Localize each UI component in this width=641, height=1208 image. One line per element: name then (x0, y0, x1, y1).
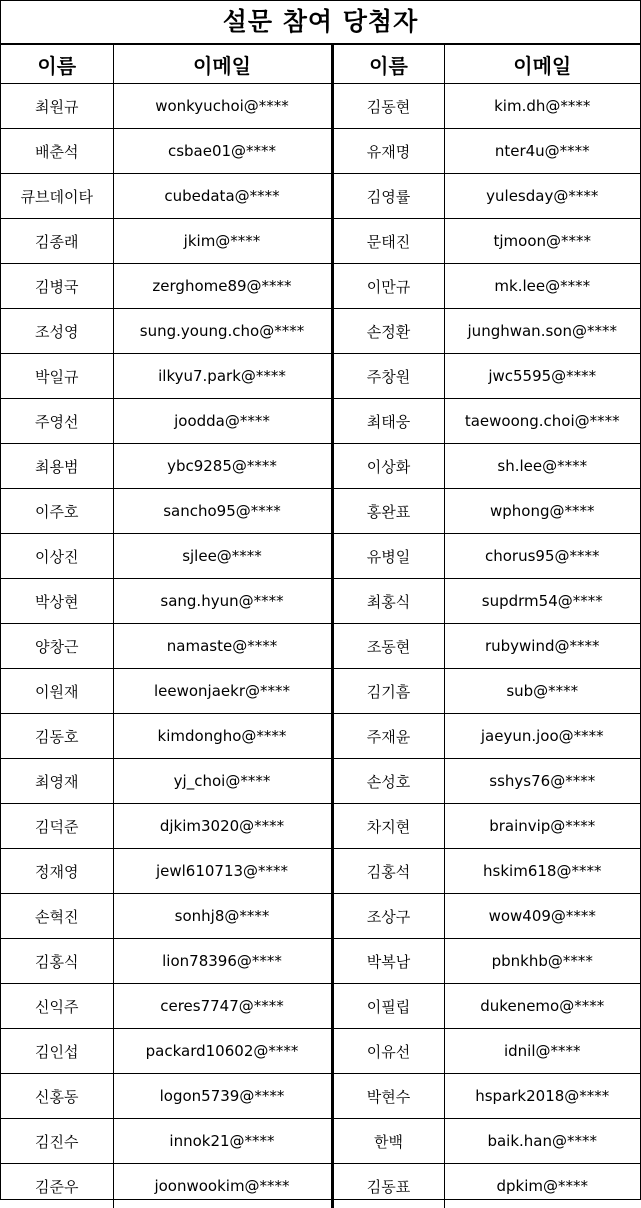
winner-email-right: taewoong.choi@**** (444, 399, 640, 444)
winner-email-right: hskim618@**** (444, 849, 640, 894)
winner-email-right: yulesday@**** (444, 174, 640, 219)
table-row (1, 264, 640, 309)
winner-email-left: logon5739@**** (113, 1074, 332, 1119)
winner-name-right: 주창원 (332, 354, 444, 399)
winner-name-left: 김진수 (1, 1119, 113, 1164)
header-row (1, 45, 640, 84)
winner-name-right: 조상구 (332, 894, 444, 939)
winner-email-left: packard10602@**** (113, 1029, 332, 1074)
winner-name-left: 최영재 (1, 759, 113, 804)
winner-email-right: kim.dh@**** (444, 84, 640, 129)
winner-name-right: 최홍식 (332, 579, 444, 624)
winner-name-left: 신익주 (1, 984, 113, 1029)
winner-name-left: 이원재 (1, 669, 113, 714)
winner-email-right: chorus95@**** (444, 534, 640, 579)
table-row (1, 624, 640, 669)
winner-email-right: junghwan.son@**** (444, 309, 640, 354)
table-row (1, 354, 640, 399)
table-row (1, 714, 640, 759)
winner-name-right: 손정환 (332, 309, 444, 354)
winner-email-left: sjlee@**** (113, 534, 332, 579)
column-header-name-right: 이름 (332, 45, 444, 84)
winner-name-right: 유병일 (332, 534, 444, 579)
winner-name-right: 차지현 (332, 804, 444, 849)
winner-email-left: yj_choi@**** (113, 759, 332, 804)
winner-email-right: sub@**** (444, 669, 640, 714)
winner-name-right: 이만규 (332, 264, 444, 309)
table-row (1, 984, 640, 1029)
table-row (1, 84, 640, 129)
table-row (1, 939, 640, 984)
winner-email-right: idnil@**** (444, 1029, 640, 1074)
table-row (1, 1164, 640, 1208)
table-row (1, 1029, 640, 1074)
winner-email-left: lion78396@**** (113, 939, 332, 984)
winner-name-left: 주영선 (1, 399, 113, 444)
table-row (1, 849, 640, 894)
winner-email-left: cubedata@**** (113, 174, 332, 219)
winner-email-left: jkim@**** (113, 219, 332, 264)
winner-name-right: 박현수 (332, 1074, 444, 1119)
winner-name-left: 김홍식 (1, 939, 113, 984)
winner-email-left: joodda@**** (113, 399, 332, 444)
winner-name-left: 김종래 (1, 219, 113, 264)
winner-name-left: 김인섭 (1, 1029, 113, 1074)
winner-name-right: 조동현 (332, 624, 444, 669)
winner-name-right: 김동현 (332, 84, 444, 129)
winner-name-left: 김준우 (1, 1164, 113, 1208)
table-row (1, 1119, 640, 1164)
winner-name-right: 이유선 (332, 1029, 444, 1074)
winner-name-left: 조성영 (1, 309, 113, 354)
winner-name-right: 한백 (332, 1119, 444, 1164)
table-row (1, 579, 640, 624)
winner-email-left: sung.young.cho@**** (113, 309, 332, 354)
winner-email-left: namaste@**** (113, 624, 332, 669)
winner-email-right: supdrm54@**** (444, 579, 640, 624)
table-row (1, 489, 640, 534)
winner-name-right: 유재명 (332, 129, 444, 174)
winner-name-right: 김기흠 (332, 669, 444, 714)
winner-email-left: ceres7747@**** (113, 984, 332, 1029)
table-row (1, 894, 640, 939)
winner-name-left: 김덕준 (1, 804, 113, 849)
winner-email-right: rubywind@**** (444, 624, 640, 669)
winner-name-left: 이주호 (1, 489, 113, 534)
table-row (1, 444, 640, 489)
table-row (1, 759, 640, 804)
winner-name-left: 최원규 (1, 84, 113, 129)
winner-email-left: sancho95@**** (113, 489, 332, 534)
winner-name-right: 김홍석 (332, 849, 444, 894)
winner-email-left: innok21@**** (113, 1119, 332, 1164)
winner-name-left: 김동호 (1, 714, 113, 759)
winner-email-left: ybc9285@**** (113, 444, 332, 489)
table-row (1, 399, 640, 444)
winner-email-left: kimdongho@**** (113, 714, 332, 759)
winner-name-left: 박일규 (1, 354, 113, 399)
winner-email-left: djkim3020@**** (113, 804, 332, 849)
winner-name-left: 배춘석 (1, 129, 113, 174)
winner-email-right: mk.lee@**** (444, 264, 640, 309)
winner-name-left: 정재영 (1, 849, 113, 894)
winner-email-left: joonwookim@**** (113, 1164, 332, 1208)
winner-name-right: 김동표 (332, 1164, 444, 1208)
winner-name-left: 최용범 (1, 444, 113, 489)
winner-email-right: wow409@**** (444, 894, 640, 939)
winner-email-left: zerghome89@**** (113, 264, 332, 309)
winner-email-left: sonhj8@**** (113, 894, 332, 939)
winner-name-left: 이상진 (1, 534, 113, 579)
winner-email-right: jwc5595@**** (444, 354, 640, 399)
winner-name-right: 김영률 (332, 174, 444, 219)
winner-name-right: 최태웅 (332, 399, 444, 444)
winner-name-left: 신홍동 (1, 1074, 113, 1119)
winner-email-right: hspark2018@**** (444, 1074, 640, 1119)
table-row (1, 309, 640, 354)
winner-name-right: 이상화 (332, 444, 444, 489)
winner-email-right: tjmoon@**** (444, 219, 640, 264)
winner-email-left: wonkyuchoi@**** (113, 84, 332, 129)
winner-name-right: 주재윤 (332, 714, 444, 759)
table-row (1, 129, 640, 174)
winner-email-right: baik.han@**** (444, 1119, 640, 1164)
winners-table (1, 44, 640, 1208)
winner-email-right: dpkim@**** (444, 1164, 640, 1208)
winner-email-left: sang.hyun@**** (113, 579, 332, 624)
winner-email-left: csbae01@**** (113, 129, 332, 174)
winner-name-right: 박복남 (332, 939, 444, 984)
page-title: 설문 참여 당첨자 (1, 1, 640, 44)
winner-email-right: sshys76@**** (444, 759, 640, 804)
winner-email-left: ilkyu7.park@**** (113, 354, 332, 399)
column-header-name-left: 이름 (1, 45, 113, 84)
table-row (1, 804, 640, 849)
winner-name-left: 양창근 (1, 624, 113, 669)
winner-name-right: 이필립 (332, 984, 444, 1029)
column-header-email-right: 이메일 (444, 45, 640, 84)
winner-name-left: 박상현 (1, 579, 113, 624)
winners-rows (1, 84, 640, 1208)
winner-email-right: dukenemo@**** (444, 984, 640, 1029)
winner-name-right: 홍완표 (332, 489, 444, 534)
winner-email-left: leewonjaekr@**** (113, 669, 332, 714)
table-row (1, 1074, 640, 1119)
winner-name-left: 손혁진 (1, 894, 113, 939)
table-row (1, 669, 640, 714)
winner-email-right: pbnkhb@**** (444, 939, 640, 984)
table-row (1, 534, 640, 579)
winner-email-right: jaeyun.joo@**** (444, 714, 640, 759)
winner-name-left: 김병국 (1, 264, 113, 309)
winner-email-left: jewl610713@**** (113, 849, 332, 894)
table-row (1, 174, 640, 219)
winner-name-right: 손성호 (332, 759, 444, 804)
column-header-email-left: 이메일 (113, 45, 332, 84)
table-row (1, 219, 640, 264)
winner-name-left: 큐브데이타 (1, 174, 113, 219)
winner-name-right: 문태진 (332, 219, 444, 264)
winner-email-right: brainvip@**** (444, 804, 640, 849)
winner-email-right: sh.lee@**** (444, 444, 640, 489)
winner-email-right: wphong@**** (444, 489, 640, 534)
winner-email-right: nter4u@**** (444, 129, 640, 174)
